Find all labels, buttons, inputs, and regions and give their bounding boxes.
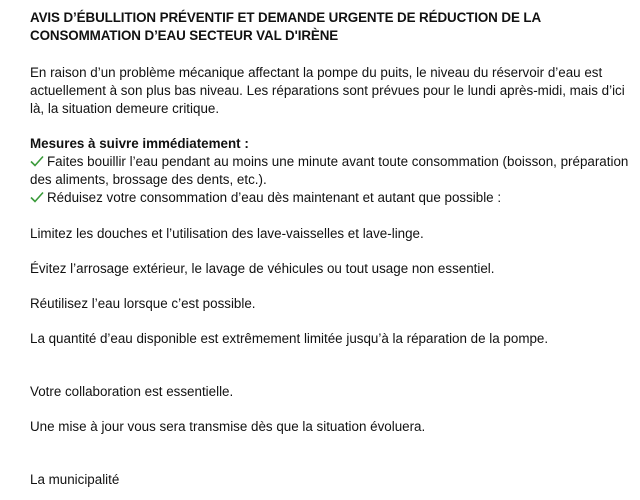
measure-item [30,189,630,207]
measures-heading: Mesures à suivre immédiatement : [30,136,249,151]
paragraph-showers: Limitez les douches et l’utilisation des lave-vaisselles et lave-linge. [30,226,424,241]
update-text: Une mise à jour vous sera transmise dès que la situation évoluera. [30,419,426,434]
collaboration-text: Votre collaboration est essentielle. [30,384,234,399]
notice-title: AVIS D’ÉBULLITION PRÉVENTIF ET DEMANDE URGENTE DE RÉDUCTION DE LA CONSOMMATION D’EAU SECTEUR VAL D'IRÈNE [30,10,541,43]
measure-item [30,153,630,189]
intro-paragraph: En raison d’un problème mécanique affectant la pompe du puits, le niveau du réservoir d’eau est actuellement à son plus bas niveau. Les réparations sont prévues pour le lundi après-midi, mais d’ici là, la situation demeure critique. [30,65,625,116]
signature: La municipalité [30,472,120,487]
measure-text: Faites bouillir l’eau pendant au moins une minute avant toute consommation (boisson, préparation des aliments, brossage des dents, etc.). [30,154,629,187]
paragraph-reuse: Réutilisez l’eau lorsque c’est possible. [30,296,256,311]
check-mark-icon [30,155,44,167]
paragraph-watering: Évitez l’arrosage extérieur, le lavage de véhicules ou tout usage non essentiel. [30,261,495,276]
paragraph-limited: La quantité d’eau disponible est extrêmement limitée jusqu’à la réparation de la pompe. [30,331,549,346]
check-mark-icon [30,191,44,203]
measure-text: Réduisez votre consommation d’eau dès maintenant et autant que possible : [47,190,502,205]
